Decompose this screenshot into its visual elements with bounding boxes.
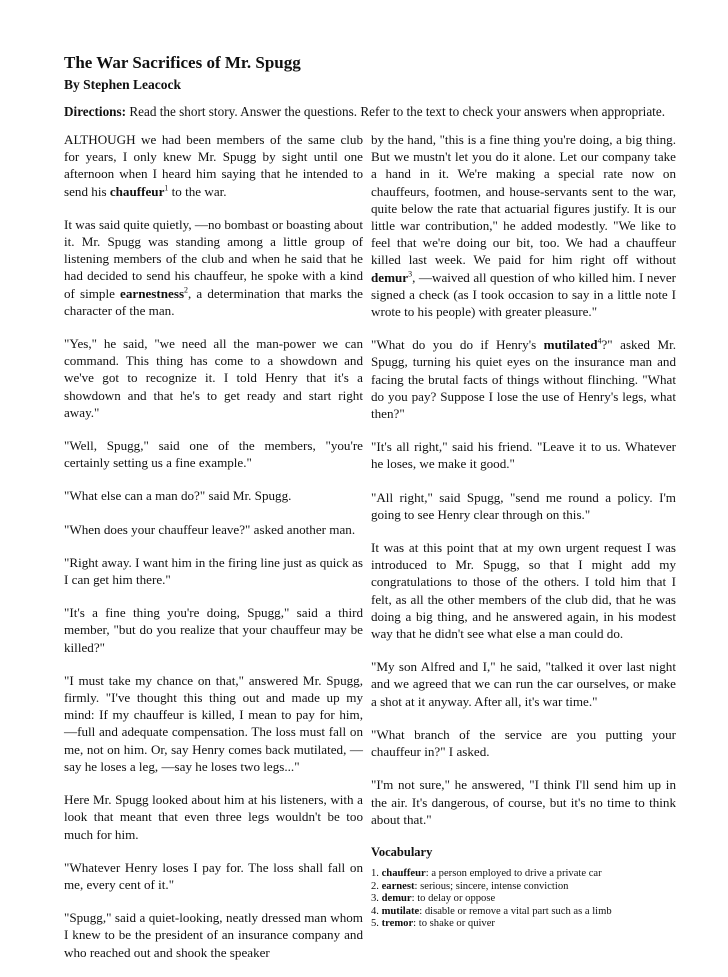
vocab-term: chauffeur [109, 183, 165, 199]
story-paragraph: "When does your chauffeur leave?" asked another man. [64, 521, 356, 537]
vocab-term: earnestness [120, 285, 185, 301]
story-title: The War Sacrifices of Mr. Spugg [64, 53, 301, 72]
vocab-definition: : disable or remove a vital part such as a limb [419, 905, 612, 917]
paragraph-text: , a determination that marks the character of the man. [64, 285, 363, 318]
vocabulary-item [371, 881, 676, 894]
vocab-definition: : serious; sincere, intense conviction [414, 880, 569, 892]
vocabulary-item [371, 918, 676, 931]
vocab-number: 3. [371, 893, 382, 905]
vocab-definition: : a person employed to drive a private car [425, 868, 602, 880]
vocab-number: 5. [371, 918, 382, 930]
paragraph-text: "What do you do if Henry's [371, 337, 544, 353]
story-paragraph: "Well, Spugg," said one of the members, "you're certainly setting us a fine example." [64, 438, 363, 471]
vocab-definition: : to shake or quiver [413, 918, 495, 930]
paragraph-text: , —waived all question of who killed him. I never signed a check (as I took occasion to say in a little note I wrote to his people) with greater pleasure." [371, 269, 676, 320]
story-paragraph [64, 216, 363, 319]
footnote-marker: 3 [408, 269, 413, 279]
vocab-number: 1. [371, 868, 382, 880]
directions [64, 104, 676, 120]
vocab-term: mutilated [543, 337, 598, 353]
story-paragraph: "What else can a man do?" said Mr. Spugg. [64, 488, 292, 504]
vocab-term: tremor [381, 918, 414, 930]
paragraph-text: by the hand, "this is a fine thing you're doing, a big thing. But we mustn't let you do it alone. Let our company take a hand in it. We're making a special rate now on chauffeurs, footmen, and house-servants sent to the war, quite below the rate that actuarial figures justify. It is our little war contribution," he added modestly. "We like to feel that we're doing our bit, too. We had a chauffeur killed last week. We paid for him right off without [371, 132, 676, 268]
footnote-marker: 4 [597, 336, 602, 346]
story-paragraph: "Yes," he said, "we need all the man-power we can command. This thing has come to a showdown and we've got to recognize it. I told Henry that it's a showdown and that he's to get ready and start right away." [64, 336, 363, 420]
vocab-term: demur [371, 269, 409, 285]
story-paragraph: "I'm not sure," he answered, "I think I'll send him up in the air. It's dangerous, of course, but it's no time to think about that." [371, 777, 676, 827]
vocabulary-list [371, 868, 676, 931]
vocabulary-item [371, 868, 676, 881]
vocab-term: mutilate [381, 905, 420, 917]
paragraph-text: to the war. [168, 183, 227, 199]
story-paragraph: "It's all right," said his friend. "Leave it to us. Whatever he loses, we make it good." [371, 439, 676, 472]
vocabulary-heading: Vocabulary [371, 844, 433, 859]
story-paragraph [64, 131, 363, 200]
story-right-column [371, 131, 676, 931]
story-paragraph: "What branch of the service are you putting your chauffeur in?" I asked. [371, 726, 676, 760]
story-paragraph: "Spugg," said a quiet-looking, neatly dressed man whom I knew to be the president of an insurance company and who reached out and shook the speaker [64, 910, 363, 960]
story-paragraph [371, 131, 676, 320]
vocab-number: 4. [371, 905, 382, 917]
paragraph-text: ALTHOUGH we had been members of the same club for years, I only knew Mr. Spugg by sight until one afternoon when I heard him saying that he intended to send his [64, 132, 363, 199]
story-paragraph: "My son Alfred and I," he said, "talked it over last night and we agreed that we can run the car ourselves, or make a shot at it anyway. After all, it's war time." [371, 659, 676, 709]
vocabulary-item [371, 906, 676, 919]
paragraph-text: ?" asked Mr. Spugg, turning his quiet eyes on the insurance man and facing the brutal facts of things without flinching. "What do you pay? Suppose I lose the use of Henry's legs, what then?" [371, 337, 676, 422]
story-paragraph: It was at this point that at my own urgent request I was introduced to Mr. Spugg, so that I might add my congratulations to those of the others. I told him that I felt, as all the other members of the club did, that he was doing a big thing, and he answered again, in his modest way that he didn't see what else a man could do. [371, 540, 676, 642]
footnote-marker: 2 [184, 285, 189, 295]
vocab-term: chauffeur [381, 868, 426, 880]
vocab-term: demur [381, 893, 412, 905]
directions-label: Directions: [64, 104, 127, 119]
vocab-number: 2. [371, 880, 382, 892]
story-left-column [64, 131, 363, 977]
story-paragraph: Here Mr. Spugg looked about him at his listeners, with a look that meant that even three legs wouldn't be too much for him. [64, 792, 363, 842]
story-paragraph: "It's a fine thing you're doing, Spugg," said a third member, "but do you realize that your chauffeur may be killed?" [64, 605, 363, 655]
story-paragraph [371, 336, 676, 422]
vocab-term: earnest [381, 880, 415, 892]
story-author: By Stephen Leacock [64, 77, 182, 92]
paragraph-text: It was said quite quietly, —no bombast or boasting about it. Mr. Spugg was standing among a little group of listening members of the club and when he said that he had decided to send his chauffeur, he spoke with a kind of simple [64, 216, 363, 301]
directions-text: Read the short story. Answer the questions. Refer to the text to check your answers when appropriate. [126, 104, 665, 119]
story-paragraph: "Right away. I want him in the firing line just as quick as I can get him there." [64, 554, 363, 588]
footnote-marker: 1 [164, 183, 169, 193]
story-paragraph: "I must take my chance on that," answered Mr. Spugg, firmly. "I've thought this thing out and made up my mind: If my chauffeur is killed, I mean to pay for him, —full and adequate compensation. The loss must fall on me, not on him. Or, say Henry comes back mutilated, —say he loses a leg, —say he loses two legs..." [64, 672, 363, 774]
vocab-definition: : to delay or oppose [411, 893, 496, 905]
story-paragraph: "Whatever Henry loses I pay for. The loss shall fall on me, every cent of it." [64, 859, 363, 892]
vocabulary-item [371, 893, 676, 906]
story-paragraph: "All right," said Spugg, "send me round a policy. I'm going to see Henry clear through on this." [371, 489, 676, 522]
